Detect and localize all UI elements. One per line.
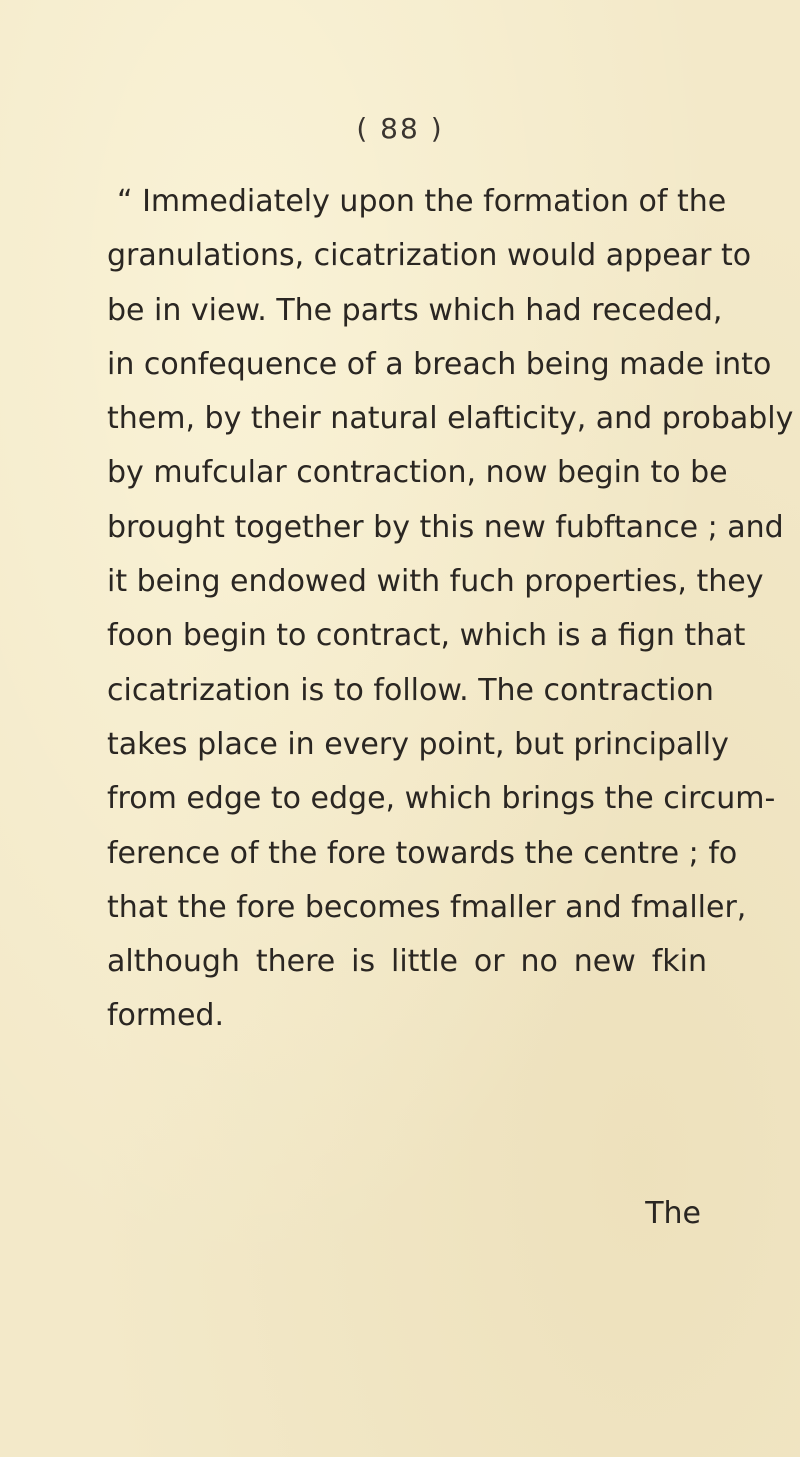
- text-line: by mufcular contraction, now begin to be: [107, 455, 728, 491]
- text-line: from edge to edge, which brings the circum-: [107, 781, 776, 817]
- text-line: them, by their natural elafticity, and probably: [107, 401, 794, 437]
- page-number: ( 88 ): [356, 112, 444, 145]
- text-line: although there is little or no new fkin: [107, 944, 707, 980]
- body-text: [107, 175, 794, 1044]
- text-line: in confequence of a breach being made into: [107, 346, 772, 382]
- text-line: be in view. The parts which had receded,: [107, 292, 723, 328]
- text-line: that the fore becomes fmaller and fmaller,: [107, 889, 747, 925]
- text-line: formed.: [107, 998, 224, 1034]
- text-line: cicatrization is to follow. The contraction: [107, 672, 714, 708]
- text-line: granulations, cicatrization would appear to: [107, 238, 752, 274]
- text-line: takes place in every point, but principally: [107, 726, 729, 762]
- text-line: “ Immediately upon the formation of the: [117, 184, 727, 219]
- catchword: The: [645, 1196, 701, 1231]
- text-line: it being endowed with fuch properties, they: [107, 564, 764, 600]
- text-line: brought together by this new fubftance ; and: [107, 509, 784, 545]
- text-line: ference of the fore towards the centre ; fo: [107, 835, 738, 871]
- text-line: foon begin to contract, which is a fign that: [107, 618, 746, 654]
